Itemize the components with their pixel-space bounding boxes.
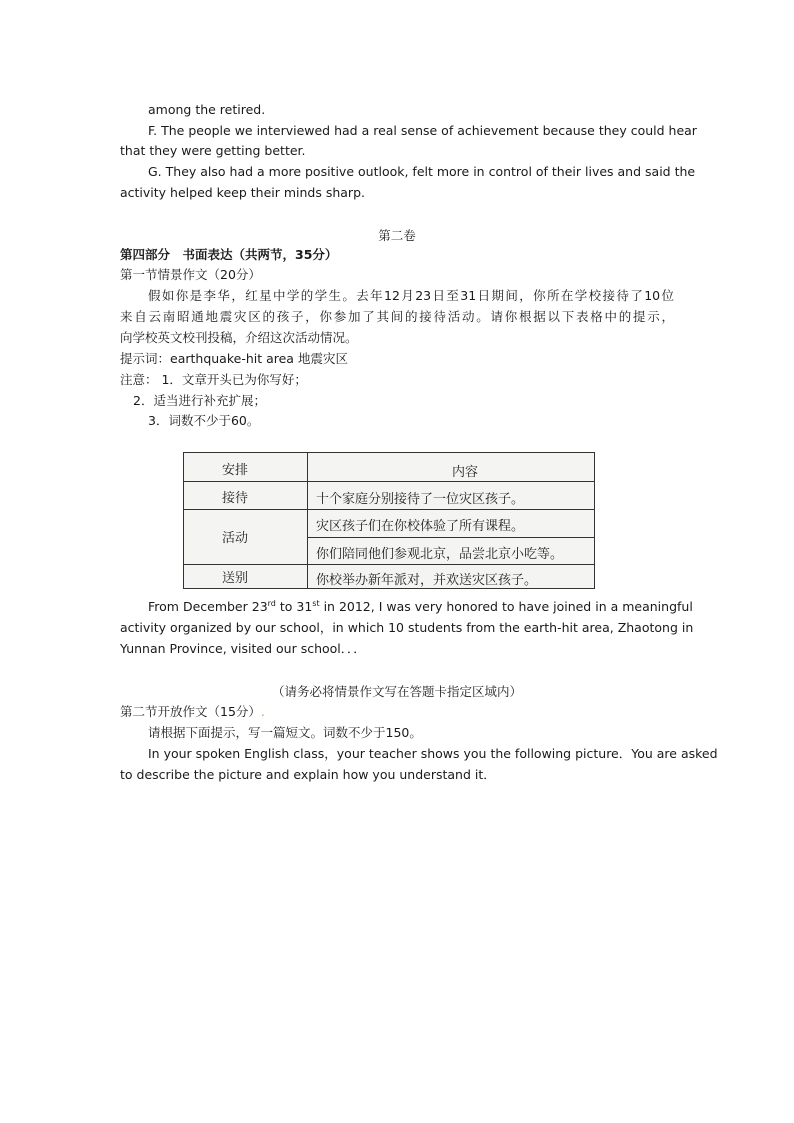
section2-prompt-cn: 请根据下面提示，写一篇短文。词数不少于150。 (148, 725, 422, 740)
note-3: 3．词数不少于60。 (148, 413, 260, 428)
section2-prompt-en2: to describe the picture and explain how you understand it． (120, 767, 496, 782)
passage-line-retired: among the retired. (148, 102, 266, 117)
table-row-rule (307, 537, 594, 538)
table-row-rule (184, 509, 594, 510)
section1-prompt-line3: 向学校英文校刊投稿，介绍这次活动情况。 (120, 330, 358, 345)
opening-line3: Yunnan Province, visited our school．．． (120, 641, 366, 656)
part4-heading: 第四部分 书面表达（共两节，35分） (120, 247, 338, 262)
section2-prompt-en1: In your spoken English class，your teacher shows you the following picture．You are asked (148, 746, 718, 761)
section2-title: 第二节开放作文（15分）. (120, 704, 265, 719)
section1-title: 第一节情景作文（20分） (120, 267, 261, 282)
table-cell-arrangement: 接待 (222, 491, 249, 506)
table-cell-content: 灾区孩子们在你校体验了所有课程。 (316, 519, 525, 534)
note-1: 注意： 1．文章开头已为你写好； (120, 372, 307, 387)
table-header-rule (184, 481, 594, 482)
table-header-arrangement: 安排 (222, 463, 249, 478)
note-2: 2．适当进行补充扩展； (133, 393, 266, 408)
table-header-content: 内容 (452, 465, 479, 480)
option-g-line1: G. They also had a more positive outlook, felt more in control of their lives and said the (148, 164, 696, 179)
table-cell-content: 十个家庭分别接待了一位灾区孩子。 (316, 492, 525, 507)
section1-prompt-line2: 来自云南昭通地震灾区的孩子，你参加了其间的接待活动。请你根据以下表格中的提示， (120, 309, 674, 324)
option-f-line2: that they were getting better. (120, 143, 306, 158)
table-column-divider (307, 453, 308, 588)
table-cell-content: 你校举办新年派对，并欢送灾区孩子。 (316, 573, 538, 588)
table-cell-content: 你们陪同他们参观北京，品尝北京小吃等。 (316, 547, 564, 562)
table-cell-arrangement: 活动 (222, 531, 249, 546)
answer-area-note: （请务必将情景作文写在答题卡指定区域内） (271, 684, 522, 699)
section1-prompt-line1: 假如你是李华，红星中学的学生。去年12月23日至31日期间，你所在学校接待了10位 (148, 288, 674, 303)
hint-words: 提示词：earthquake-hit area 地震灾区 (120, 351, 348, 366)
opening-line1: From December 23rd to 31st in 2012, I was very honored to have joined in a meaningful (148, 599, 693, 614)
table-cell-arrangement: 送别 (222, 571, 249, 586)
option-g-line2: activity helped keep their minds sharp. (120, 185, 365, 200)
arrangement-table (183, 452, 595, 589)
table-row-rule (184, 564, 594, 565)
option-f-line1: F. The people we interviewed had a real sense of achievement because they could hear (148, 123, 697, 138)
opening-line2: activity organized by our school，in which 10 students from the earth-hit area, Zhaotong in (120, 620, 694, 635)
volume-title: 第二卷 (378, 228, 416, 243)
